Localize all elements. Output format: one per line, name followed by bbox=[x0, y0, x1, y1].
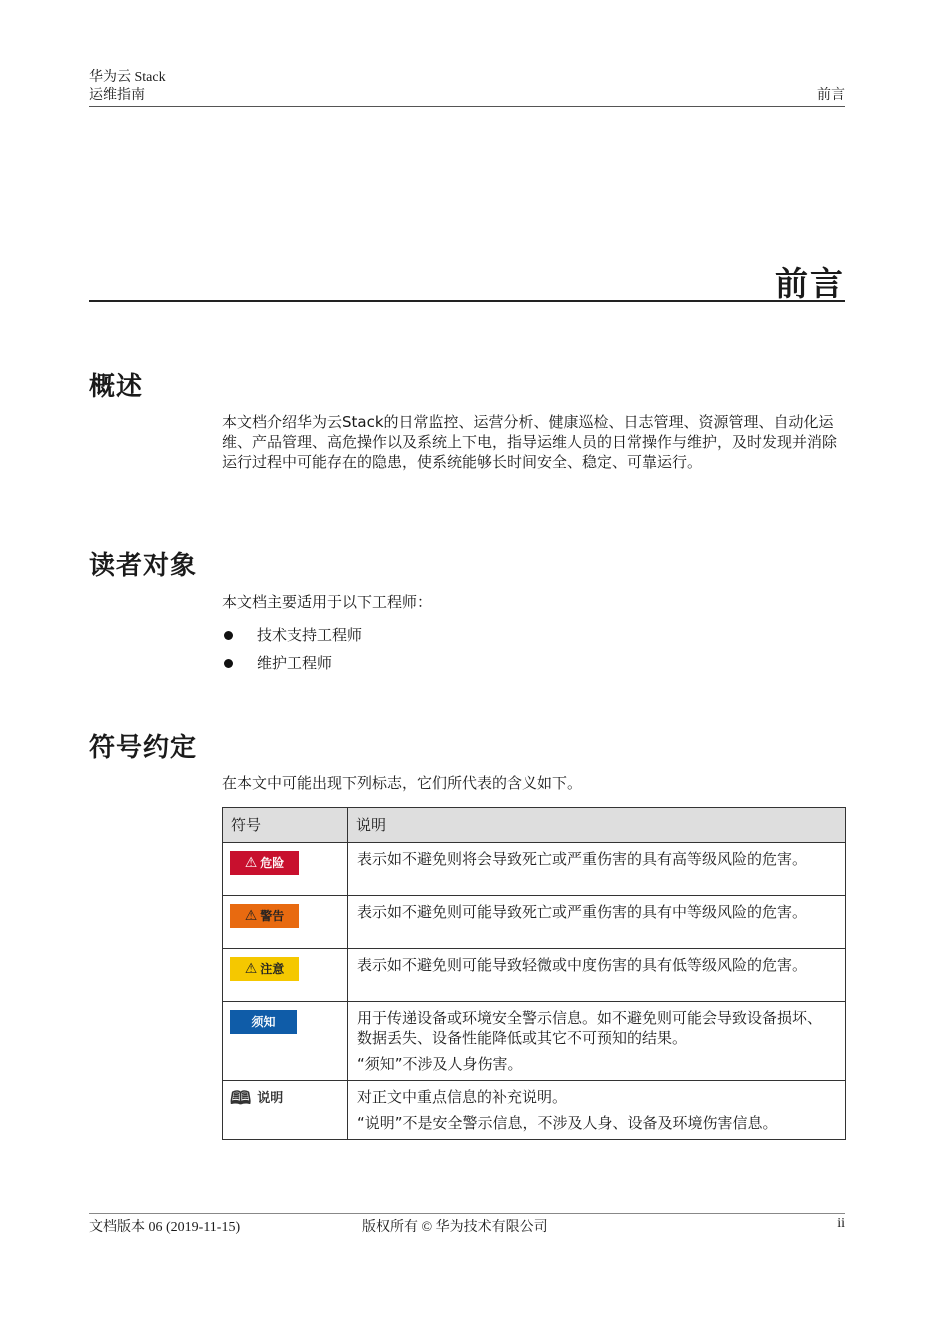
header-guide: 运维指南 bbox=[89, 88, 145, 103]
symbol-table bbox=[222, 807, 846, 1140]
row-description: 表示如不避免则可能导致轻微或中度伤害的具有低等级风险的危害。 bbox=[357, 956, 808, 974]
section-title-overview: 概述 bbox=[89, 372, 144, 402]
note-badge: 🕮 说明 bbox=[230, 1088, 284, 1109]
danger-badge: ⚠ 危险 bbox=[230, 851, 299, 875]
chapter-title: 前言 bbox=[775, 264, 845, 303]
table-row bbox=[223, 1081, 846, 1140]
row-description: 表示如不避免则将会导致死亡或严重伤害的具有高等级风险的危害。 bbox=[357, 850, 808, 868]
warning-triangle-icon: ⚠ bbox=[244, 908, 258, 924]
list-item: 维护工程师 bbox=[222, 649, 362, 677]
page-footer bbox=[89, 1213, 845, 1236]
page-header bbox=[89, 69, 845, 107]
row-description: 用于传递设备或环境安全警示信息。如不避免则可能会导致设备损坏、数据丢失、设备性能降低或其它不可预知的结果。 bbox=[357, 1009, 823, 1047]
list-item: 技术支持工程师 bbox=[222, 621, 362, 649]
table-row bbox=[223, 949, 846, 1002]
warning-triangle-icon: ⚠ bbox=[244, 855, 258, 871]
bullet-icon bbox=[224, 659, 233, 668]
footer-copyright: 版权所有 © 华为技术有限公司 bbox=[362, 1220, 548, 1235]
row-description: 表示如不避免则可能导致死亡或严重伤害的具有中等级风险的危害。 bbox=[357, 903, 808, 921]
section-title-audience: 读者对象 bbox=[89, 551, 198, 581]
book-icon: 🕮 bbox=[230, 1088, 252, 1109]
table-header-row bbox=[223, 808, 846, 843]
row-description: 对正文中重点信息的补充说明。 bbox=[357, 1088, 568, 1106]
audience-intro: 本文档主要适用于以下工程师： bbox=[222, 593, 433, 611]
header-product: 华为云 Stack bbox=[89, 70, 166, 85]
notice-badge: 须知 bbox=[230, 1010, 297, 1034]
section-title-symbols: 符号约定 bbox=[89, 733, 198, 763]
symbols-intro: 在本文中可能出现下列标志，它们所代表的含义如下。 bbox=[222, 774, 583, 792]
column-header-description: 说明 bbox=[348, 808, 846, 843]
overview-text: 本文档介绍华为云Stack的日常监控、运营分析、健康巡检、日志管理、资源管理、自动化运维、产品管理、高危操作以及系统上下电，指导运维人员的日常操作与维护，及时发现并消除运行过程中可能存在的隐患，使系统能够长时间安全、稳定、可靠运行。 bbox=[222, 413, 838, 471]
footer-page-number: ii bbox=[837, 1216, 845, 1231]
column-header-symbol: 符号 bbox=[223, 808, 348, 843]
caution-badge: ⚠ 注意 bbox=[230, 957, 299, 981]
warning-triangle-icon: ⚠ bbox=[244, 961, 258, 977]
table-row bbox=[223, 896, 846, 949]
footer-version: 文档版本 06 (2019-11-15) bbox=[89, 1220, 241, 1235]
warning-badge: ⚠ 警告 bbox=[230, 904, 299, 928]
table-row bbox=[223, 1002, 846, 1081]
chapter-divider bbox=[89, 300, 845, 302]
row-description-note: “说明”不是安全警示信息，不涉及人身、设备及环境伤害信息。 bbox=[357, 1114, 778, 1132]
row-description-note: “须知”不涉及人身伤害。 bbox=[357, 1055, 523, 1073]
bullet-icon bbox=[224, 631, 233, 640]
header-section: 前言 bbox=[817, 88, 845, 103]
audience-list bbox=[222, 621, 362, 677]
table-row bbox=[223, 843, 846, 896]
